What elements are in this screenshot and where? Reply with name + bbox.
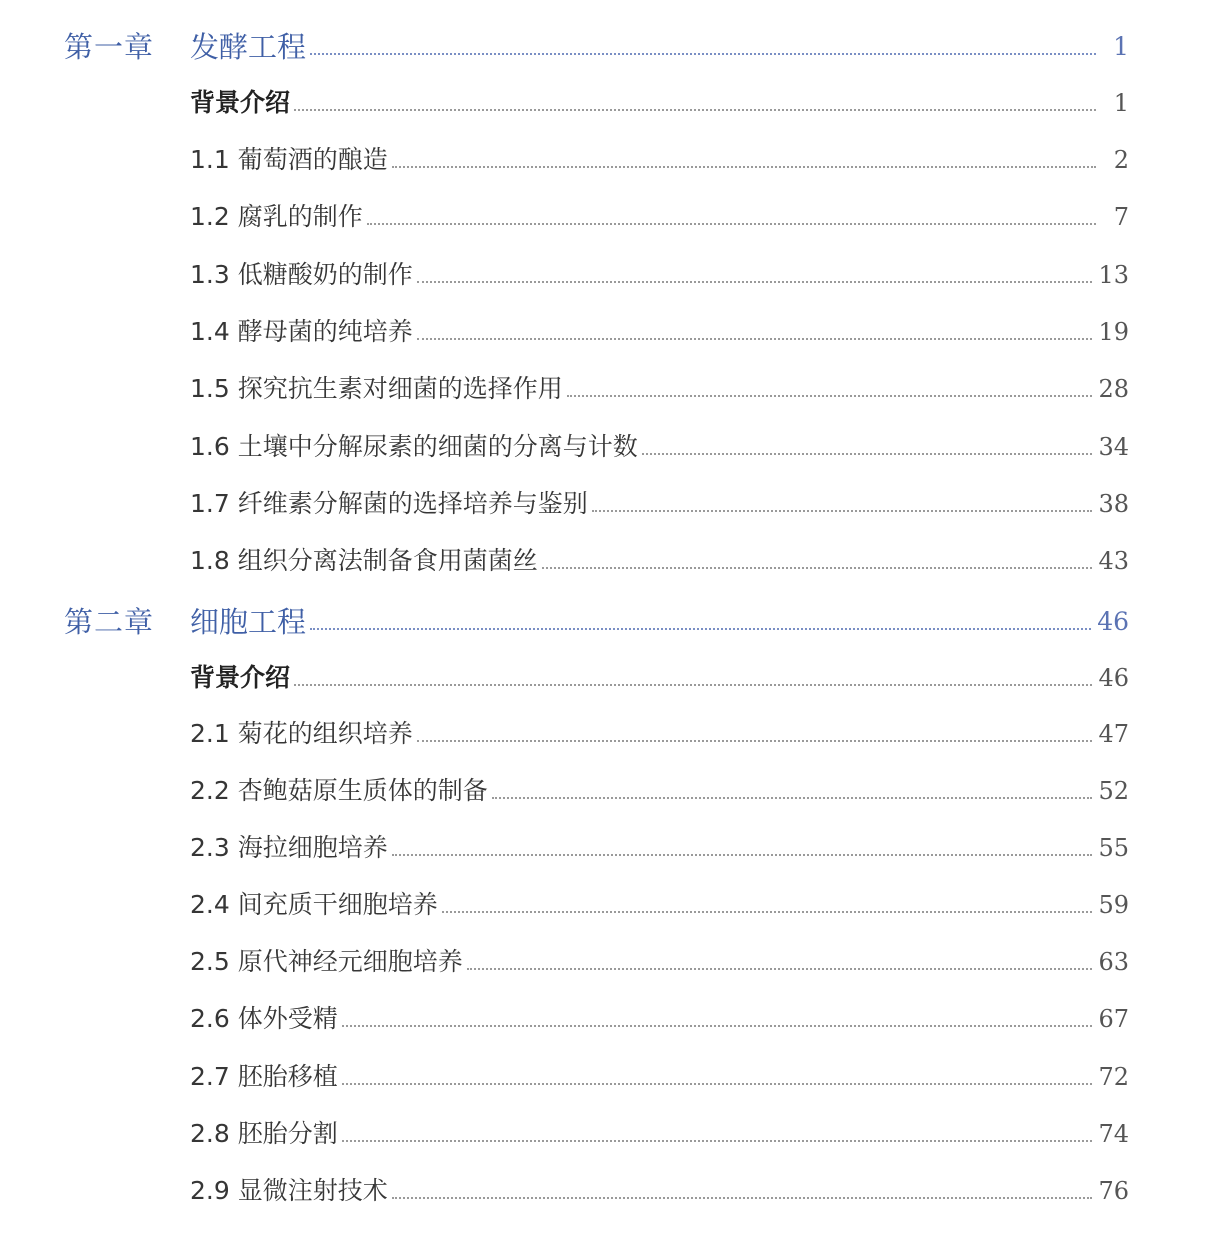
toc-entry-row[interactable]: [0, 766, 1225, 816]
entry-title: 2.2 杏鲍菇原生质体的制备: [190, 776, 488, 805]
dotted-leader: [310, 53, 1096, 55]
chapter-title: 发酵工程: [190, 30, 307, 64]
entry-title: 2.4 间充质干细胞培养: [190, 890, 438, 919]
page-number: 1: [1113, 32, 1129, 61]
entry-title: 2.6 体外受精: [190, 1004, 338, 1033]
entry-title: 背景介绍: [190, 663, 291, 692]
dotted-leader: [342, 1083, 1092, 1085]
page-number: 43: [1098, 547, 1129, 575]
page-number: 76: [1098, 1177, 1129, 1205]
page-number: 19: [1098, 318, 1129, 346]
entry-title: 1.1 葡萄酒的酿造: [190, 145, 388, 174]
toc-entry-row[interactable]: [0, 479, 1225, 529]
dotted-leader: [367, 223, 1096, 225]
dotted-leader: [310, 628, 1091, 630]
dotted-leader: [567, 395, 1092, 397]
page-number: 1: [1113, 89, 1129, 117]
page-number: 72: [1098, 1063, 1129, 1091]
page-number: 2: [1113, 146, 1129, 174]
toc-entry-row[interactable]: [0, 422, 1225, 472]
page-number: 38: [1098, 490, 1129, 518]
dotted-leader: [342, 1140, 1092, 1142]
dotted-leader: [392, 1197, 1092, 1199]
page-number: 52: [1098, 777, 1129, 805]
toc-chapter-row[interactable]: [0, 22, 1225, 72]
entry-title: 1.4 酵母菌的纯培养: [190, 317, 413, 346]
page-number: 74: [1098, 1120, 1129, 1148]
entry-title: 2.9 显微注射技术: [190, 1176, 388, 1205]
entry-title: 1.6 土壤中分解尿素的细菌的分离与计数: [190, 432, 638, 461]
toc-entry-row[interactable]: [0, 78, 1225, 128]
toc-entry-row[interactable]: [0, 1052, 1225, 1102]
entry-title: 1.2 腐乳的制作: [190, 202, 363, 231]
toc-entry-row[interactable]: [0, 653, 1225, 703]
dotted-leader: [417, 338, 1092, 340]
dotted-leader: [442, 911, 1092, 913]
dotted-leader: [392, 166, 1096, 168]
toc-entry-row[interactable]: [0, 135, 1225, 185]
dotted-leader: [467, 968, 1092, 970]
dotted-leader: [642, 453, 1092, 455]
chapter-number: 第一章: [64, 30, 155, 64]
entry-title: 2.8 胚胎分割: [190, 1119, 338, 1148]
toc-entry-row[interactable]: [0, 536, 1225, 586]
entry-title: 2.7 胚胎移植: [190, 1062, 338, 1091]
page-number: 59: [1098, 891, 1129, 919]
page-number: 47: [1098, 720, 1129, 748]
page-number: 67: [1098, 1005, 1129, 1033]
toc-entry-row[interactable]: [0, 364, 1225, 414]
entry-title: 1.3 低糖酸奶的制作: [190, 260, 413, 289]
toc-entry-row[interactable]: [0, 994, 1225, 1044]
toc-entry-row[interactable]: [0, 709, 1225, 759]
page-number: 46: [1098, 664, 1129, 692]
page-number: 7: [1113, 203, 1129, 231]
toc-entry-row[interactable]: [0, 880, 1225, 930]
toc-entry-row[interactable]: [0, 937, 1225, 987]
dotted-leader: [294, 109, 1096, 111]
toc-entry-row[interactable]: [0, 823, 1225, 873]
dotted-leader: [492, 797, 1092, 799]
toc-entry-row[interactable]: [0, 1109, 1225, 1159]
dotted-leader: [592, 510, 1092, 512]
dotted-leader: [294, 684, 1092, 686]
page-number: 46: [1097, 607, 1129, 636]
dotted-leader: [417, 281, 1092, 283]
chapter-title: 细胞工程: [190, 605, 307, 639]
entry-title: 2.3 海拉细胞培养: [190, 833, 388, 862]
page-number: 13: [1098, 261, 1129, 289]
entry-title: 背景介绍: [190, 88, 291, 117]
entry-title: 1.8 组织分离法制备食用菌菌丝: [190, 546, 538, 575]
page-number: 63: [1098, 948, 1129, 976]
entry-title: 2.1 菊花的组织培养: [190, 719, 413, 748]
dotted-leader: [342, 1025, 1092, 1027]
entry-title: 1.5 探究抗生素对细菌的选择作用: [190, 374, 563, 403]
toc-chapter-row[interactable]: [0, 597, 1225, 647]
page-number: 28: [1098, 375, 1129, 403]
toc-entry-row[interactable]: [0, 192, 1225, 242]
toc-entry-row[interactable]: [0, 250, 1225, 300]
entry-title: 2.5 原代神经元细胞培养: [190, 947, 463, 976]
toc-entry-row[interactable]: [0, 1166, 1225, 1216]
page-number: 34: [1098, 433, 1129, 461]
toc-entry-row[interactable]: [0, 307, 1225, 357]
dotted-leader: [392, 854, 1092, 856]
chapter-number: 第二章: [64, 605, 155, 639]
dotted-leader: [417, 740, 1092, 742]
entry-title: 1.7 纤维素分解菌的选择培养与鉴别: [190, 489, 588, 518]
page-number: 55: [1098, 834, 1129, 862]
dotted-leader: [542, 567, 1092, 569]
